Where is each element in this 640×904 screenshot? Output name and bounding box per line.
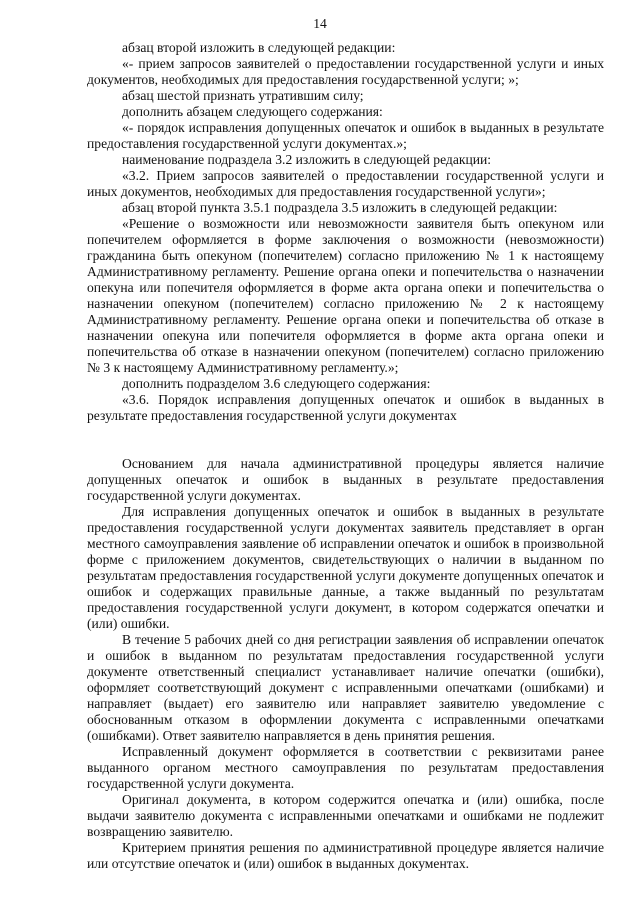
paragraph: Основанием для начала административной процедуры является наличие допущенных опечаток и ошибок в выданных в результате предоставления государственной услуги документах.	[87, 456, 604, 503]
paragraph: Для исправления допущенных опечаток и ошибок в выданных в результате предоставления государственной услуги документах заявитель представляет в орган местного самоуправления заявление об исправлении опечаток и ошибок в произвольной форме с приложением документов, свидетельствующих о наличии в выданном по результатам предоставления государственной услуги документе допущенных опечаток и ошибок и содержащих правильные данные, а также выданный по результатам предоставления государственной услуги документ, в котором содержатся опечатки и (или) ошибки.	[87, 504, 604, 631]
paragraph: абзац второй изложить в следующей редакции:	[122, 40, 396, 55]
paragraph: наименование подраздела 3.2 изложить в следующей редакции:	[122, 152, 492, 167]
paragraph: В течение 5 рабочих дней со дня регистрации заявления об исправлении опечаток и ошибок в выданном по результатам предоставления государственной услуги документе ответственный специалист устанавливает наличие опечатки (ошибки), оформляет соответствующий документ с исправленными опечатками (ошибками) и направляет (выдает) его заявителю или направляет заявителю уведомление с обоснованным отказом в оформлении документа с исправленными опечатками (ошибками). Ответ заявителю направляется в день принятия решения.	[87, 632, 604, 743]
spacer	[87, 424, 604, 456]
section-heading: «3.6. Порядок исправления допущенных опечаток и ошибок в выданных в результате предоставления государственной услуги документах	[87, 392, 604, 423]
paragraph: «- прием запросов заявителей о предоставлении государственной услуги и иных документов, необходимых для предоставления государственной услуги; »;	[87, 56, 604, 87]
page-number: 14	[313, 16, 327, 31]
paragraph: «- порядок исправления допущенных опечаток и ошибок в выданных в результате предоставления государственной услуги документах.»;	[87, 120, 604, 151]
paragraph: «3.2. Прием запросов заявителей о предоставлении государственной услуги и иных документов, необходимых для предоставления государственной услуги»;	[87, 168, 604, 199]
paragraph: Оригинал документа, в котором содержится опечатка и (или) ошибка, после выдачи заявителю документа с исправленными опечатками и ошибками не подлежит возвращению заявителю.	[87, 792, 604, 839]
paragraph: абзац шестой признать утратившим силу;	[122, 88, 364, 103]
paragraph: дополнить абзацем следующего содержания:	[122, 104, 383, 119]
paragraph: абзац второй пункта 3.5.1 подраздела 3.5 изложить в следующей редакции:	[122, 200, 558, 215]
paragraph: Критерием принятия решения по административной процедуре является наличие или отсутствие опечаток и (или) ошибок в выданных документах.	[87, 840, 604, 871]
paragraph: дополнить подразделом 3.6 следующего содержания:	[122, 376, 431, 391]
paragraph: «Решение о возможности или невозможности заявителя быть опекуном или попечителем оформляется в форме заключения о возможности (невозможности) гражданина быть опекуном (попечителем) согласно приложению № 1 к настоящему Административному регламенту. Решение органа опеки и попечительства о назначении опекуна или попечителя оформляется в форме акта органа опеки и попечительства о назначении опекуном (попечителем) согласно приложению № 2 к настоящему Административному регламенту. Решение органа опеки и попечительства об отказе в назначении опекуна или попечителя оформляется в форме акта органа опеки и попечительства об отказе в назначении опекуном (попечителем) согласно приложению № 3 к настоящему Административному регламенту.»;	[87, 216, 604, 375]
paragraph: Исправленный документ оформляется в соответствии с реквизитами ранее выданного органом местного самоуправления по результатам предоставления государственной услуги документа.	[87, 744, 604, 791]
document-body	[87, 40, 604, 872]
